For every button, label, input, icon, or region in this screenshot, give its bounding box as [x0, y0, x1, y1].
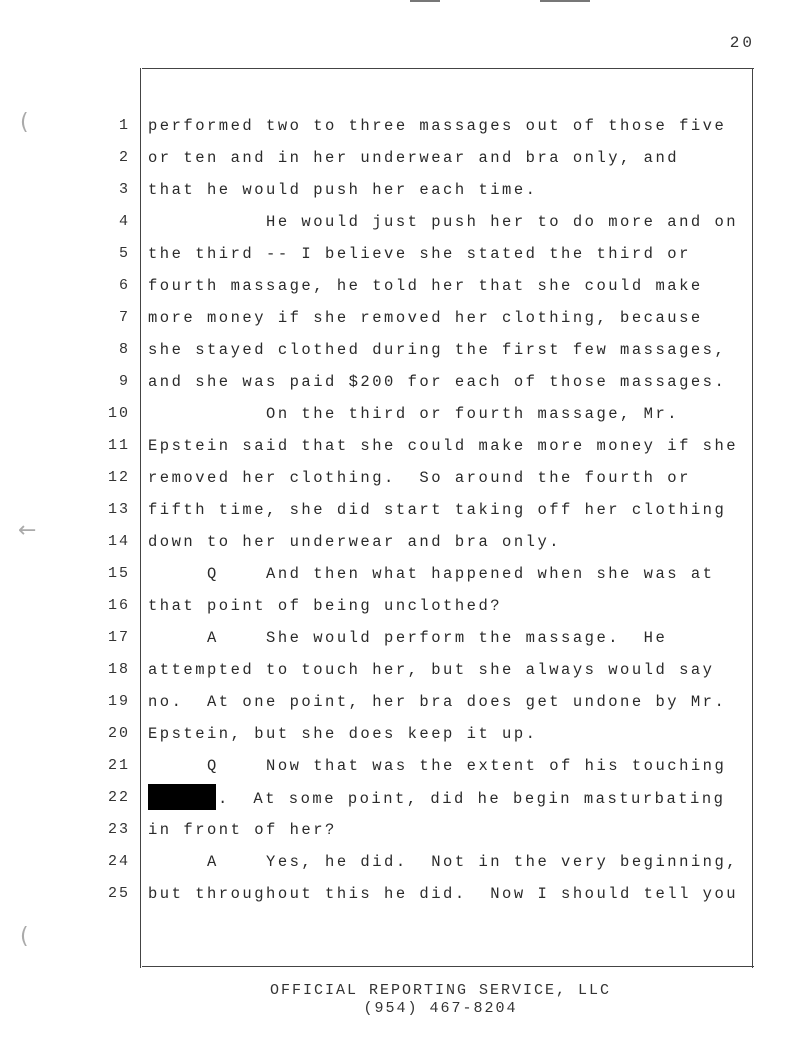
line-text: A She would perform the massage. He [148, 629, 668, 647]
line-number: 21 [107, 757, 130, 774]
redaction-block [148, 784, 216, 810]
line-text: He would just push her to do more and on [148, 213, 739, 231]
transcript-line [0, 816, 811, 848]
margin-bracket-mark: ( [20, 110, 29, 135]
line-number: 20 [107, 725, 130, 742]
transcript-line [0, 400, 811, 432]
line-text: attempted to touch her, but she always would say [148, 661, 715, 679]
line-text: Epstein said that she could make more money if she [148, 437, 739, 455]
line-text: and she was paid $200 for each of those massages. [148, 373, 727, 391]
line-number: 25 [107, 885, 130, 902]
line-text: but throughout this he did. Now I should tell you [148, 885, 739, 903]
line-number: 16 [107, 597, 130, 614]
transcript-line [0, 144, 811, 176]
transcript-line [0, 368, 811, 400]
line-text: Epstein, but she does keep it up. [148, 725, 538, 743]
line-text: fourth massage, he told her that she could make [148, 277, 703, 295]
transcript-line [0, 304, 811, 336]
line-number: 12 [107, 469, 130, 486]
line-text: Q And then what happened when she was at [148, 565, 715, 583]
line-number: 9 [118, 373, 130, 390]
transcript-line [0, 112, 811, 144]
line-text: no. At one point, her bra does get undone by Mr. [148, 693, 727, 711]
line-number: 8 [118, 341, 130, 358]
line-number: 2 [118, 149, 130, 166]
line-number: 7 [118, 309, 130, 326]
transcript-lines [0, 112, 811, 912]
line-text: that he would push her each time. [148, 181, 538, 199]
line-number: 4 [118, 213, 130, 230]
line-number: 6 [118, 277, 130, 294]
line-text-with-redaction [148, 784, 750, 813]
line-number: 1 [118, 117, 130, 134]
footer-phone: (954) 467-8204 [363, 1000, 518, 1017]
line-number: 18 [107, 661, 130, 678]
transcript-line [0, 240, 811, 272]
transcript-line [0, 208, 811, 240]
line-text: that point of being unclothed? [148, 597, 503, 615]
margin-arrow-mark: ← [18, 518, 37, 543]
line-number: 19 [107, 693, 130, 710]
transcript-line [0, 592, 811, 624]
line-text: A Yes, he did. Not in the very beginning, [148, 853, 739, 871]
transcript-line [0, 624, 811, 656]
transcript-line [0, 432, 811, 464]
scan-mark [540, 0, 590, 2]
transcript-line [0, 784, 811, 816]
transcript-line [0, 848, 811, 880]
line-text: performed two to three massages out of those five [148, 117, 727, 135]
transcript-line [0, 720, 811, 752]
line-number: 13 [107, 501, 130, 518]
line-text: removed her clothing. So around the fourth or [148, 469, 691, 487]
line-number: 5 [118, 245, 130, 262]
footer-company: OFFICIAL REPORTING SERVICE, LLC [269, 982, 612, 999]
line-number: 10 [107, 405, 130, 422]
line-text: down to her underwear and bra only. [148, 533, 562, 551]
line-number: 11 [107, 437, 130, 454]
line-number: 3 [118, 181, 130, 198]
line-text: Q Now that was the extent of his touching [148, 757, 727, 775]
transcript-line [0, 560, 811, 592]
margin-bracket-mark: ( [20, 924, 29, 949]
transcript-line [0, 656, 811, 688]
transcript-line [0, 528, 811, 560]
footer [0, 982, 811, 1018]
transcript-line [0, 880, 811, 912]
transcript-line [0, 688, 811, 720]
frame-top-rule [142, 68, 754, 69]
line-number: 14 [107, 533, 130, 550]
transcript-line [0, 496, 811, 528]
transcript-line [0, 176, 811, 208]
line-text: the third -- I believe she stated the third or [148, 245, 691, 263]
transcript-line [0, 272, 811, 304]
line-number: 15 [107, 565, 130, 582]
line-number: 22 [107, 789, 130, 806]
scan-mark [410, 0, 440, 2]
line-text: she stayed clothed during the first few massages, [148, 341, 727, 359]
line-text: On the third or fourth massage, Mr. [148, 405, 680, 423]
line-number: 23 [107, 821, 130, 838]
line-text: or ten and in her underwear and bra only, and [148, 149, 680, 167]
page-number: 20 [729, 34, 755, 52]
line-number: 17 [107, 629, 130, 646]
line-number: 24 [107, 853, 130, 870]
transcript-line [0, 752, 811, 784]
transcript-line [0, 464, 811, 496]
frame-bottom-rule [142, 966, 754, 967]
line-text: . At some point, did he begin masturbating [218, 790, 726, 808]
line-text: in front of her? [148, 821, 337, 839]
transcript-line [0, 336, 811, 368]
line-text: more money if she removed her clothing, because [148, 309, 703, 327]
line-text: fifth time, she did start taking off her clothing [148, 501, 727, 519]
